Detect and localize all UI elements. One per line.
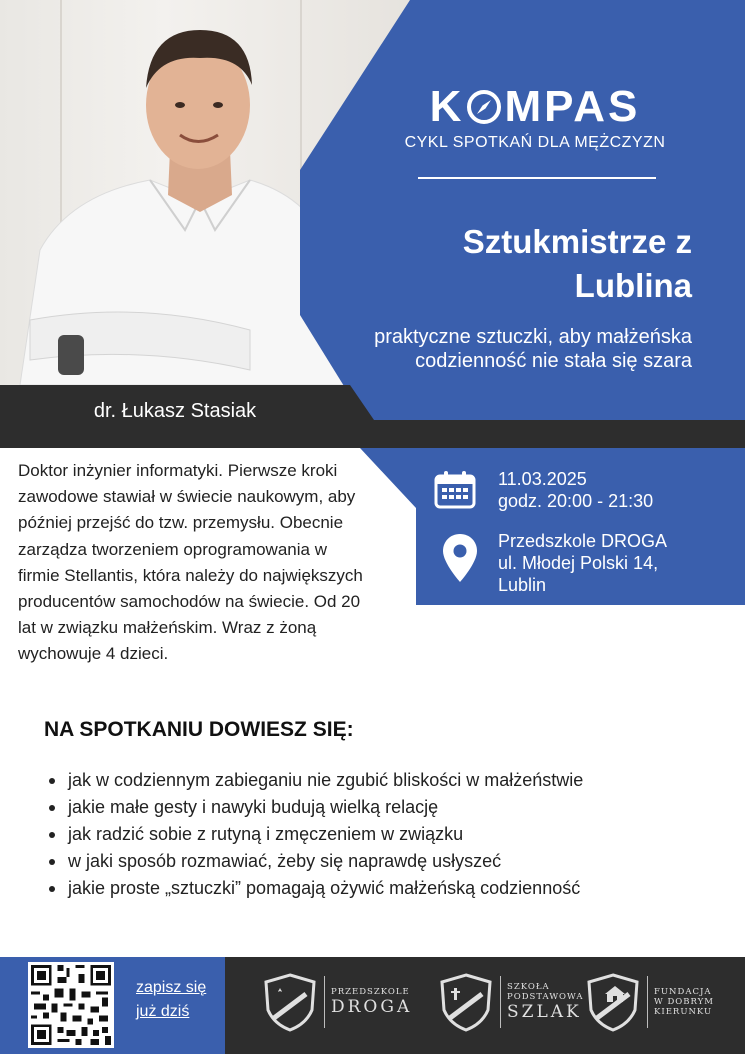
learn-list (46, 767, 583, 902)
divider (418, 177, 656, 179)
org-label: FUNDACJA (654, 987, 712, 997)
org-label: KIERUNKU (654, 1007, 713, 1017)
venue-city: Lublin (498, 575, 547, 595)
learn-heading: NA SPOTKANIU DOWIESZ SIĘ: (44, 718, 354, 741)
speaker-bio: Doktor inżynier informatyki. Pierwsze kroki zawodowe stawiał w świecie naukowym, aby później przejść do tzw. przemysłu. Obecnie zarządza tworzeniem oprogramowania w firmie Stellantis, która należy do największych producentów samochodów na świecie. Od 20 lat w związku małżeńskim. Wraz z żoną wychowuje 4 dzieci. (18, 461, 363, 664)
logo-letters-end: MPAS (504, 82, 641, 131)
event-title: Sztukmistrze z Lublina (462, 223, 692, 304)
list-item: jak radzić sobie z rutyną i zmęczeniem w związku (46, 821, 583, 848)
location-pin-icon (443, 534, 477, 582)
event-datetime (498, 468, 653, 512)
signup-link[interactable] (136, 976, 206, 1024)
shield-logo-icon (585, 972, 641, 1032)
venue-name: Przedszkole DROGA (498, 531, 668, 551)
qr-code[interactable] (28, 962, 114, 1048)
series-subtitle: CYKL SPOTKAŃ DLA MĘŻCZYZN (404, 134, 666, 151)
partner-fundacja (585, 972, 714, 1032)
partner-szkola-szlak (438, 972, 583, 1032)
logo-letters-start: K (429, 82, 465, 131)
event-venue (498, 530, 667, 596)
venue-street: ul. Młodej Polski 14, (498, 553, 659, 573)
shield-logo-icon (438, 972, 494, 1032)
list-item: w jaki sposób rozmawiać, żeby się naprawdę usłyszeć (46, 848, 583, 875)
org-label: PODSTAWOWA (507, 992, 584, 1002)
list-item: jak w codziennym zabieganiu nie zgubić bliskości w małżeństwie (46, 767, 583, 794)
org-name: DROGA (331, 997, 413, 1017)
org-name: SZLAK (507, 1002, 582, 1022)
org-label: PRZEDSZKOLE (331, 987, 410, 997)
logo-word (390, 82, 680, 132)
partner-przedszkole-droga (262, 972, 412, 1032)
compass-icon (466, 89, 502, 125)
list-item: jakie małe gesty i nawyki budują wielką relację (46, 794, 583, 821)
org-label: SZKOŁA (507, 982, 550, 992)
signup-link-line1[interactable]: zapisz się (136, 979, 207, 996)
speaker-name: dr. Łukasz Stasiak (93, 400, 257, 422)
event-time: godz. 20:00 - 21:30 (498, 491, 654, 511)
event-date: 11.03.2025 (498, 469, 587, 489)
shield-logo-icon (262, 972, 318, 1032)
kompas-logo (390, 82, 680, 152)
org-label: W DOBRYM (654, 997, 714, 1007)
event-subtitle: praktyczne sztuczki, aby małżeńska codzienność nie stała się szara (374, 326, 692, 372)
list-item: jakie proste „sztuczki” pomagają ożywić małżeńską codzienność (46, 875, 583, 902)
signup-link-line2[interactable]: już dziś (136, 1003, 190, 1020)
calendar-icon (434, 471, 476, 509)
